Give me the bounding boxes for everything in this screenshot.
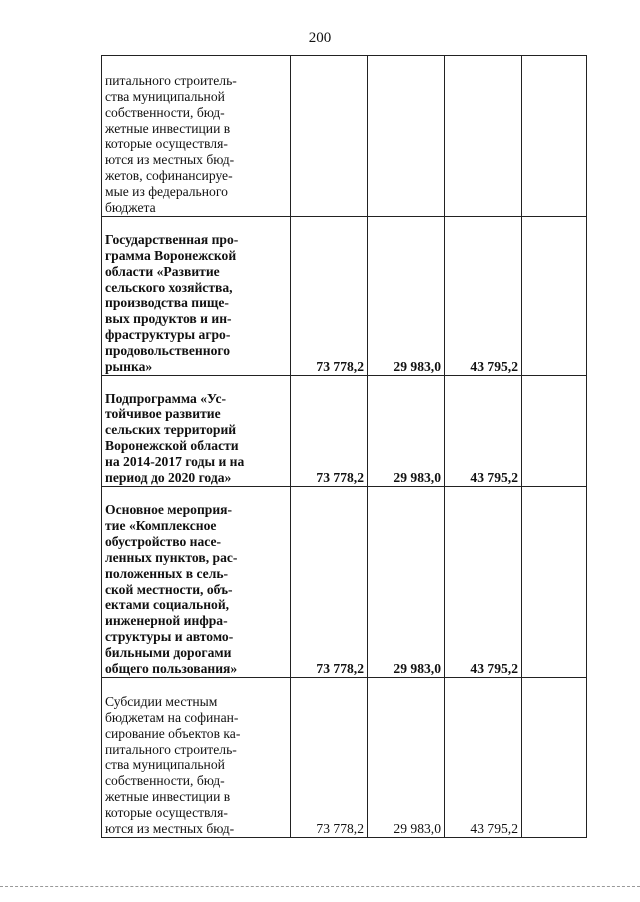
amount-cell-col3: 43 795,2 (445, 217, 522, 376)
amount-cell-col4 (522, 376, 587, 487)
row-name-line: ектами социальной, (105, 597, 230, 613)
row-name-line: грамма Воронежской (105, 247, 237, 263)
row-name-line: производства пище- (105, 295, 229, 311)
amount-cell-col4 (522, 678, 587, 838)
table-row (102, 376, 587, 487)
budget-table (101, 55, 587, 838)
amount-cell-col4 (522, 217, 587, 376)
row-name-line: собственности, бюд- (105, 104, 225, 120)
row-name-line: ства муниципальной (105, 88, 225, 104)
row-name-line: бюджетам на софинан- (105, 709, 239, 725)
row-name-line: которые осуществля- (105, 805, 228, 821)
row-name-line: фраструктуры агро- (105, 327, 231, 343)
row-name-line: сельских территорий (105, 422, 237, 438)
row-name-line: тие «Комплексное (105, 517, 217, 533)
row-name-cell (102, 217, 291, 376)
row-name-line: ются из местных бюд- (105, 152, 235, 168)
amount-cell-col3: 43 795,2 (445, 487, 522, 678)
row-name-line: Подпрограмма «Ус- (105, 390, 227, 406)
table-row (102, 487, 587, 678)
row-name-line: структуры и автомо- (105, 629, 234, 645)
table-row (102, 217, 587, 376)
row-name-line: мые из федерального (105, 184, 228, 200)
amount-cell-col3: 43 795,2 (445, 376, 522, 487)
row-name-line: Воронежской области (105, 438, 239, 454)
amount-cell-col4 (522, 56, 587, 217)
row-name-line: области «Развитие (105, 263, 220, 279)
row-name-line: ства муниципальной (105, 757, 225, 773)
amount-cell-col2 (368, 56, 445, 217)
row-name-line: Государственная про- (105, 231, 239, 247)
row-name-line: ской местности, объ- (105, 581, 233, 597)
amount-cell-col2: 29 983,0 (368, 376, 445, 487)
table-body (102, 56, 587, 838)
row-name-cell (102, 376, 291, 487)
row-name-line: обустройство насе- (105, 533, 222, 549)
row-name-line: питального строитель- (105, 741, 237, 757)
row-name-line: ются из местных бюд- (105, 821, 235, 837)
row-name-cell (102, 487, 291, 678)
row-name-line: сирование объектов ка- (105, 725, 241, 741)
row-name-line: общего пользования» (105, 661, 238, 677)
amount-cell-col3 (445, 56, 522, 217)
row-name-cell (102, 678, 291, 838)
amount-cell-col1: 73 778,2 (291, 376, 368, 487)
row-name-line: ленных пунктов, рас- (105, 549, 238, 565)
page-bottom-edge (0, 886, 640, 887)
row-name-line: вых продуктов и ин- (105, 311, 232, 327)
row-name-line: положенных в сель- (105, 565, 229, 581)
row-name-cell (102, 56, 291, 217)
page-number: 200 (308, 30, 332, 46)
row-name-line: жетные инвестиции в (105, 120, 231, 136)
amount-cell-col1: 73 778,2 (291, 487, 368, 678)
row-name-line: тойчивое развитие (105, 406, 221, 422)
amount-cell-col2: 29 983,0 (368, 678, 445, 838)
row-name-line: сельского хозяйства, (105, 279, 233, 295)
amount-cell-col1: 73 778,2 (291, 678, 368, 838)
row-name-line: бильными дорогами (105, 645, 232, 661)
row-name-line: собственности, бюд- (105, 773, 225, 789)
row-name-line: продовольственного (105, 343, 230, 359)
row-name-line: которые осуществля- (105, 136, 228, 152)
amount-cell-col1: 73 778,2 (291, 217, 368, 376)
row-name-line: бюджета (105, 200, 156, 216)
amount-cell-col2: 29 983,0 (368, 487, 445, 678)
row-name-line: жетов, софинансируе- (105, 168, 233, 184)
table-row (102, 678, 587, 838)
amount-cell-col2: 29 983,0 (368, 217, 445, 376)
row-name-line: Субсидии местным (105, 693, 218, 709)
row-name-line: на 2014-2017 годы и на (105, 454, 245, 470)
row-name-line: жетные инвестиции в (105, 789, 231, 805)
row-name-line: рынка» (105, 359, 153, 375)
amount-cell-col1 (291, 56, 368, 217)
amount-cell-col4 (522, 487, 587, 678)
amount-cell-col3: 43 795,2 (445, 678, 522, 838)
row-name-line: период до 2020 года» (105, 470, 232, 486)
row-name-line: питального строитель- (105, 72, 237, 88)
table-row (102, 56, 587, 217)
row-name-line: инженерной инфра- (105, 613, 228, 629)
row-name-line: Основное мероприя- (105, 502, 233, 518)
